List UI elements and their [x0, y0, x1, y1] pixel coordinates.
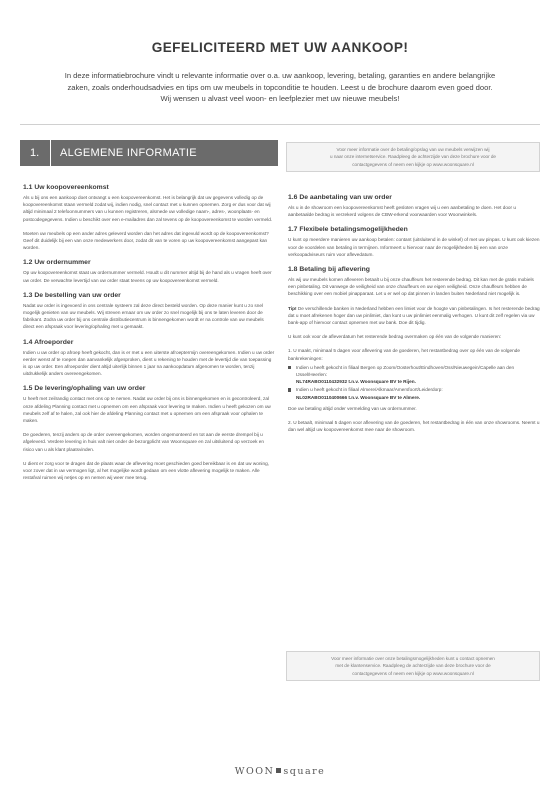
paragraph: U dient er zorg voor te dragen dat de plaats waar de aflevering moet geschieden goed bereikbaar is en dat uw woning, voor zover dat in uw vermogen ligt, al het mogelijke wordt gedaan om een vlotte aflevering mogelijk te maken. Alle restafval ruimen wij netjes op en nemen wij weer mee terug. — [23, 460, 269, 481]
paragraph: U kunt op meerdere manieren uw aankoop betalen: contant (uitsluitend in de winkel) of met uw pinpas. U kunt ook kiezen voor de voordelen van betaling in termijnen. Informeert u hiervoor naar de mogelijkheden bij een van onze verkoopadviseurs ruim voor aflevedatum. — [288, 237, 540, 257]
intro-line: zaken, zoals onderhoudsadvies en tips om uw meubels in topconditie te houden. Leest u de brochure daarom even goed door. — [67, 82, 493, 92]
payment-option-2: 2. U betaalt, minimaal 5 dagen voor aflevering van de goederen, het restantbedrag in één van onze showrooms. Neemt u dan wel altijd uw koopovereenkomst mee naar de showroom. — [288, 420, 540, 433]
section-1-2 — [23, 258, 276, 283]
logo-square-icon — [276, 768, 281, 773]
bank-account-list — [288, 364, 541, 401]
list-item — [288, 364, 541, 386]
paragraph: U kunt ook voor de afleverdatum het resterende bedrag overmaken op één van de volgende manieren: — [288, 334, 502, 340]
notice-line: met de klantenservice. Raadpleeg de achterzijde van deze brochure voor de — [335, 663, 491, 669]
info-notice-bottom — [286, 651, 540, 681]
section-title: ALGEMENE INFORMATIE — [60, 147, 197, 159]
bank-location-text: Indien u heeft gekocht in filiaal Bergen op Zoom/Oosterhout/Eindhoven/Oss/Nieuwegein/Capelle aan den IJssel/Heerlen: — [296, 364, 515, 378]
section-1-5 — [23, 384, 276, 481]
tip-text: De verschillende banken in Nederland hebben een limiet voor de hoogte van pinbetalingen. Is het resterende bedrag dat u moet afrekenen hoger dan uw pinlimiet, dan kunt u uw pinlimiet eenmalig verhogen. U kunt dit zelf regelen via uw bank-app of hiervoor contact opnemen met uw bank. Doe dit tijdig. — [288, 305, 540, 326]
section-banner — [20, 140, 278, 166]
notice-line: u naar onze internetservice. Raadpleeg de achterzijde van deze brochure voor de — [330, 154, 496, 160]
paragraph: De goederen, tenzij anders op de order overeengekomen, worden ongemonteerd en tot aan de eerste drempel bij u afgeleverd. Verdere levering in huis valt niet onder de bezorgplicht van Woonsquare en zal uitsluitend op verzoek en risico van u als klant plaatsvinden. — [23, 432, 264, 452]
list-item — [288, 386, 541, 400]
tip-paragraph — [288, 305, 541, 327]
section-1-1 — [23, 183, 276, 251]
logo-text: WOON — [234, 766, 275, 777]
section-heading: 1.3 De bestelling van uw order — [23, 291, 121, 299]
woonsquare-logo — [0, 766, 560, 777]
section-heading: 1.4 Afroeporder — [23, 338, 74, 346]
section-1-6 — [288, 193, 541, 218]
paragraph: Indien u uw order op afroep heeft gekocht, dan is er met u een uiterste afroeptermijn overeengekomen. Indien u uw order eerder wenst af te roepen dan aanvankelijk afgesproken, dient u rekening te houden met de levertijd die van toepassing is op uw order. Een afroeporder dient altijd uiterlijk binnen 1 jaar na aankoopdatum afgenomen te worden, tenzij uitdrukkelijk anders overeengekomen. — [23, 349, 275, 377]
intro-line: Wij wensen u alvast veel woon- en leefplezier met uw nieuwe meubels! — [160, 94, 400, 104]
notice-line: contactgegevens of neem een kijkje op www.woonsquare.nl — [352, 670, 474, 676]
section-heading: 1.2 Uw ordernummer — [23, 259, 91, 267]
section-heading: 1.8 Betaling bij aflevering — [288, 266, 370, 274]
payment-option-1: 1. U maakt, minimaal 5 dagen voor aflevering van de goederen, het restantbedrag over op één van de volgende bankrekeningen: — [288, 348, 520, 361]
square-bullet-icon — [288, 388, 291, 391]
square-bullet-icon — [288, 366, 291, 369]
section-1-8 — [288, 265, 541, 433]
notice-line: contactgegevens of neem een kijkje op www.woonsquare.nl — [352, 161, 474, 167]
paragraph: U heeft met zeilrandig contact met ons op te nemen. Nadat uw order bij ons is binnengekomen en is gecontroleerd, zal onze afdeling Planning contact met u opnemen om een afspraak voor levering te maken. Indien u heeft gekozen om uw meubels zelf af te halen, zal ook hier de afdeling Planning contact met u opnemen om een afspraak voor ophalen te maken. — [23, 396, 271, 424]
divider — [20, 124, 540, 125]
paragraph: Als wij uw meubels komen afleveren betaalt u bij onze chauffeurs het resterende bedrag. Dit kan met de gratis mobiels een pinbetaling. Dit vanwege de veiligheid van onze chauffeurs en uw eigen veiligheid. Onze chauffeurs hebben de beschikking over een mobiel pinapparaat. Let u er wel op dat pinnen in landen buiten Nederland niet mogelijk is. — [288, 277, 534, 297]
paragraph: Als u bij ons een aankoop doet ontvangt u een koopovereenkomst. Het is belangrijk dat uw gegevens volledig op de koopovereenkomst staan vermeld zodat wij, indien nodig, snel contact met u kunnen opnemen. Zorg er dus voor dat wij altijd minimaal 2 telefoonnummers van u kunnen registreren, alsmede uw volledige naam-, adres-, woonplaats- en postcodegegevens. Indien u beschikt over een e-mailadres dan zal tevens op de koopovereenkomst te worden vermeld. — [23, 195, 273, 222]
notice-line: Voor meer informatie over onze betalingsmogelijkheden kunt u contact opnemen — [331, 656, 495, 661]
paragraph: Als u in de showroom een koopovereenkomst heeft gesloten vragen wij u een aanbetaling te doen. Het door u aanbetaalde bedrag is verzekerd volgens de CBW-erkend voorwaarden voor Woonwinkels. — [288, 205, 517, 218]
section-1-4 — [23, 338, 276, 378]
tip-label: Tip! — [288, 305, 297, 311]
section-1-7 — [288, 225, 541, 258]
logo-text: square — [283, 766, 326, 777]
paragraph: Nadat uw order is ingevoerd in ons centrale systeem zal deze direct besteld worden. Op deze manier kunt u zo snel mogelijk genieten van uw meubels. Wij streven ernaar om uw order zo snel mogelijk bij ons te laten leveren door de fabrikant. Zodra uw order bij ons centrale distributiecentrum is binnengekomen wordt er na controle van uw meubels direct een afspraak voor levering/ophaling met u gemaakt. — [23, 302, 264, 330]
bank-account-number: NL74RABO0110432932 t.n.v. Woonsquare BV te Rijen. — [296, 379, 416, 385]
section-1-3 — [23, 291, 276, 331]
banner-separator — [50, 140, 51, 166]
section-heading: 1.6 De aanbetaling van uw order — [288, 194, 392, 201]
notice-line: Voor meer informatie over de betaling/opslag van uw meubels verwijzen wij — [336, 147, 490, 152]
paragraph: Op uw koopovereenkomst staat uw ordernummer vermeld. Houdt u dit nummer altijd bij de hand als u vragen heeft over uw order. De verwachte levertijd van uw order staat tevens op uw koopovereenkomst vermeld. — [23, 270, 272, 283]
section-heading: 1.7 Flexibele betalingsmogelijkheden — [288, 226, 408, 234]
section-number: 1. — [30, 147, 40, 159]
bank-account-number: NL02RABO0110400666 t.n.v. Woonsquare BV te Almere. — [296, 394, 421, 400]
intro-text — [33, 70, 527, 105]
section-heading: 1.5 De levering/ophaling van uw order — [23, 385, 146, 393]
bank-location-text: Indien u heeft gekocht in filiaal Almere/Alkmaar/Amersfoort/Leiderdorp: — [296, 387, 443, 393]
info-notice-top — [286, 142, 540, 172]
section-heading: 1.1 Uw koopovereenkomst — [23, 184, 109, 191]
intro-line: In deze informatiebrochure vindt u relevante informatie over o.a. uw aankoop, levering, betaling, garanties en andere belangrijke — [64, 71, 496, 80]
right-column — [288, 193, 541, 440]
paragraph: Moeten uw meubels op een ander adres geleverd worden dan het adres dat ingevuld wordt op de koopovereenkomst? Geef dit duidelijk bij een van onze medewerkers door, zodat dit van te voren op uw koopovereenkomst aangepast kan worden. — [23, 230, 269, 251]
paragraph: Doe uw betaling altijd onder vermelding van uw ordernummer. — [288, 405, 417, 411]
left-column — [23, 183, 276, 488]
page-title: GEFELICITEERD MET UW AANKOOP! — [151, 40, 409, 55]
